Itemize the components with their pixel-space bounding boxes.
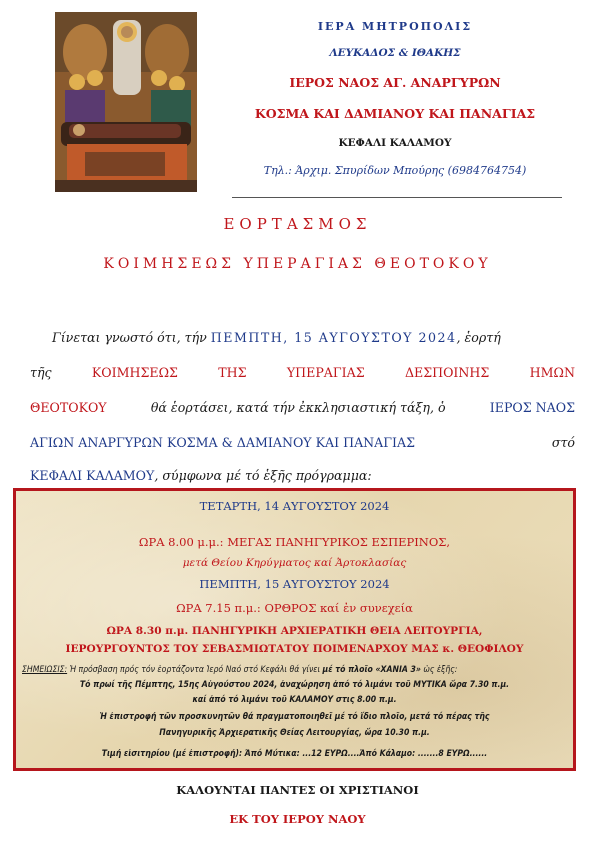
note-line-1 (22, 665, 457, 675)
invitation-all-christians: ΚΑΛΟΥΝΤΑΙ ΠΑΝΤΕΣ ΟΙ ΧΡΙΣΤΙΑΝΟΙ (176, 783, 419, 797)
program-day-wednesday: ΤΕΤΑΡΤΗ, 14 ΑΥΓΟΥΣΤΟΥ 2024 (199, 499, 390, 513)
title-dormition: ΚΟΙΜΗΣΕΩΣ ΥΠΕΡΑΓΙΑΣ ΘΕΟΤΟΚΟΥ (103, 256, 492, 272)
village-name: ΚΕΦΑΛΙ ΚΑΛΑΜΟΥ (30, 468, 155, 483)
note-ship-name: μέ τό πλοῖο «ΧΑΝΙΑ 3» (322, 665, 421, 675)
orthros-title: ΟΡΘΡΟΣ καί ἐν συνεχεία (264, 601, 413, 615)
location-name: ΚΕΦΑΛΙ ΚΑΛΑΜΟΥ (338, 137, 452, 149)
vespers-time: ΩΡΑ 8.00 μ.μ.: (138, 535, 224, 549)
ticket-price: Τιμή εἰσιτηρίου (μέ ἐπιστροφή): Ἀπό Μύτικα: ...12 ΕΥΡΩ....Ἀπό Κάλαμο: .......8 ΕΥΡΩ...... (101, 749, 488, 759)
diocese-name: ΛΕΥΚΑΔΟΣ & ΙΘΑΚΗΣ (329, 47, 461, 59)
note-text-1: Ἡ πρόσβαση πρός τόν ἑορτάζοντα Ἱερό Ναό στό Κεφάλι θά γίνει (69, 665, 321, 675)
church-name-line1: ΙΕΡΟΣ ΝΑΟΣ ΑΓ. ΑΝΑΡΓΥΡΩΝ (289, 75, 501, 90)
note-line-2: Τό πρωί τῆς Πέμπτης, 15ης Αὐγούστου 2024, ἀναχώρηση ἀπό τό λιμάνι τοῦ ΜΥΤΙΚΑ ὥρα 7.30 π.μ. (79, 680, 510, 690)
announcement-line-1 (30, 330, 575, 345)
word-theotokos: ΘΕΟΤΟΚΟΥ (30, 400, 107, 415)
text-at: στό (551, 435, 575, 450)
program-box (13, 488, 576, 771)
announcement-line-5 (30, 468, 575, 483)
note-label: ΣΗΜΕΙΩΣΙΣ: (22, 665, 68, 675)
church-name-line2: ΚΟΣΜΑ ΚΑΙ ΔΑΜΙΑΝΟΥ ΚΑΙ ΠΑΝΑΓΙΑΣ (254, 106, 536, 121)
text-intro: Γίνεται γνωστό ότι, τήν (52, 330, 207, 345)
word-lady: ΔΕΣΠΟΙΝΗΣ (404, 365, 490, 380)
signature-holy-church: ΕΚ ΤΟΥ ΙΕΡΟΥ ΝΑΟΥ (229, 812, 366, 826)
program-vespers (16, 535, 573, 549)
word-holy-church: ΙΕΡΟΣ ΝΑΟΣ (489, 400, 575, 415)
note-text-1c: ὡς ἑξῆς: (423, 665, 458, 675)
program-liturgy-line2: ΙΕΡΟΥΡΓΟΥΝΤΟΣ ΤΟΥ ΣΕΒΑΣΜΙΩΤΑΤΟΥ ΠΟΙΜΕΝΑΡΧΟΥ ΜΑΣ κ. ΘΕΟΦΙΛΟΥ (65, 643, 524, 655)
word-our: ΗΜΩΝ (529, 365, 575, 380)
feast-date-highlight: ΠΕΜΠΤΗ, 15 ΑΥΓΟΥΣΤΟΥ 2024 (210, 330, 457, 345)
announcement-line-3 (30, 400, 575, 415)
text-celebrate: θά ἑορτάσει, κατά τήν ἐκκλησιαστική τάξη, ὁ (150, 400, 446, 415)
word-most-holy: ΥΠΕΡΑΓΙΑΣ (286, 365, 365, 380)
metropolis-name: ΙΕΡΑ ΜΗΤΡΟΠΟΛΙΣ (317, 20, 473, 33)
text-feast: , ἑορτή (456, 330, 501, 345)
announcement-line-2 (30, 365, 575, 380)
word-dormition: ΚΟΙΜΗΣΕΩΣ (91, 365, 178, 380)
word-of: ΤΗΣ (218, 365, 247, 380)
church-full-name: ΑΓΙΩΝ ΑΝΑΡΓΥΡΩΝ ΚΟΣΜΑ & ΔΑΜΙΑΝΟΥ ΚΑΙ ΠΑΝΑΓΙΑΣ (30, 435, 415, 450)
text-program-intro: , σύμφωνα μέ τό ἑξῆς πρόγραμμα: (154, 468, 372, 483)
program-day-thursday: ΠΕΜΠΤΗ, 15 ΑΥΓΟΥΣΤΟΥ 2024 (199, 577, 390, 591)
text-of: τῆς (30, 365, 52, 380)
program-orthros (16, 601, 573, 615)
note-line-3: καί ἀπό τό λιμάνι τοῦ ΚΑΛΑΜΟΥ στις 8.00 π.μ. (192, 695, 397, 705)
header-divider (232, 197, 562, 198)
title-feast: ΕΟΡΤΑΣΜΟΣ (223, 215, 372, 233)
announcement-line-4 (30, 435, 575, 450)
note-line-4: Ἡ ἐπιστροφή τῶν προσκυνητῶν θά πραγματοποιηθεῖ μέ τό ἴδιο πλοῖο, μετά τό πέρας τῆς (99, 712, 490, 722)
vespers-title: ΜΕΓΑΣ ΠΑΝΗΓΥΡΙΚΟΣ ΕΣΠΕΡΙΝΟΣ, (227, 535, 451, 549)
program-liturgy-line1: ΩΡΑ 8.30 π.μ. ΠΑΝΗΓΥΡΙΚΗ ΑΡΧΙΕΡΑΤΙΚΗ ΘΕΙΑ ΛΕΙΤΟΥΡΓΙΑ, (106, 625, 483, 637)
orthros-time: ΩΡΑ 7.15 π.μ.: (176, 601, 261, 615)
program-vespers-note: μετά Θείου Κηρύγματος καί Ἀρτοκλασίας (182, 557, 407, 569)
phone-contact: Τηλ.: Άρχιμ. Σπυρίδων Μπούρης (6984764754) (263, 164, 527, 177)
note-line-5: Πανηγυρικῆς Ἀρχιερατικῆς Θείας Λειτουργίας, ὥρα 10.30 π.μ. (159, 728, 430, 738)
dormition-icon-image (55, 12, 197, 192)
